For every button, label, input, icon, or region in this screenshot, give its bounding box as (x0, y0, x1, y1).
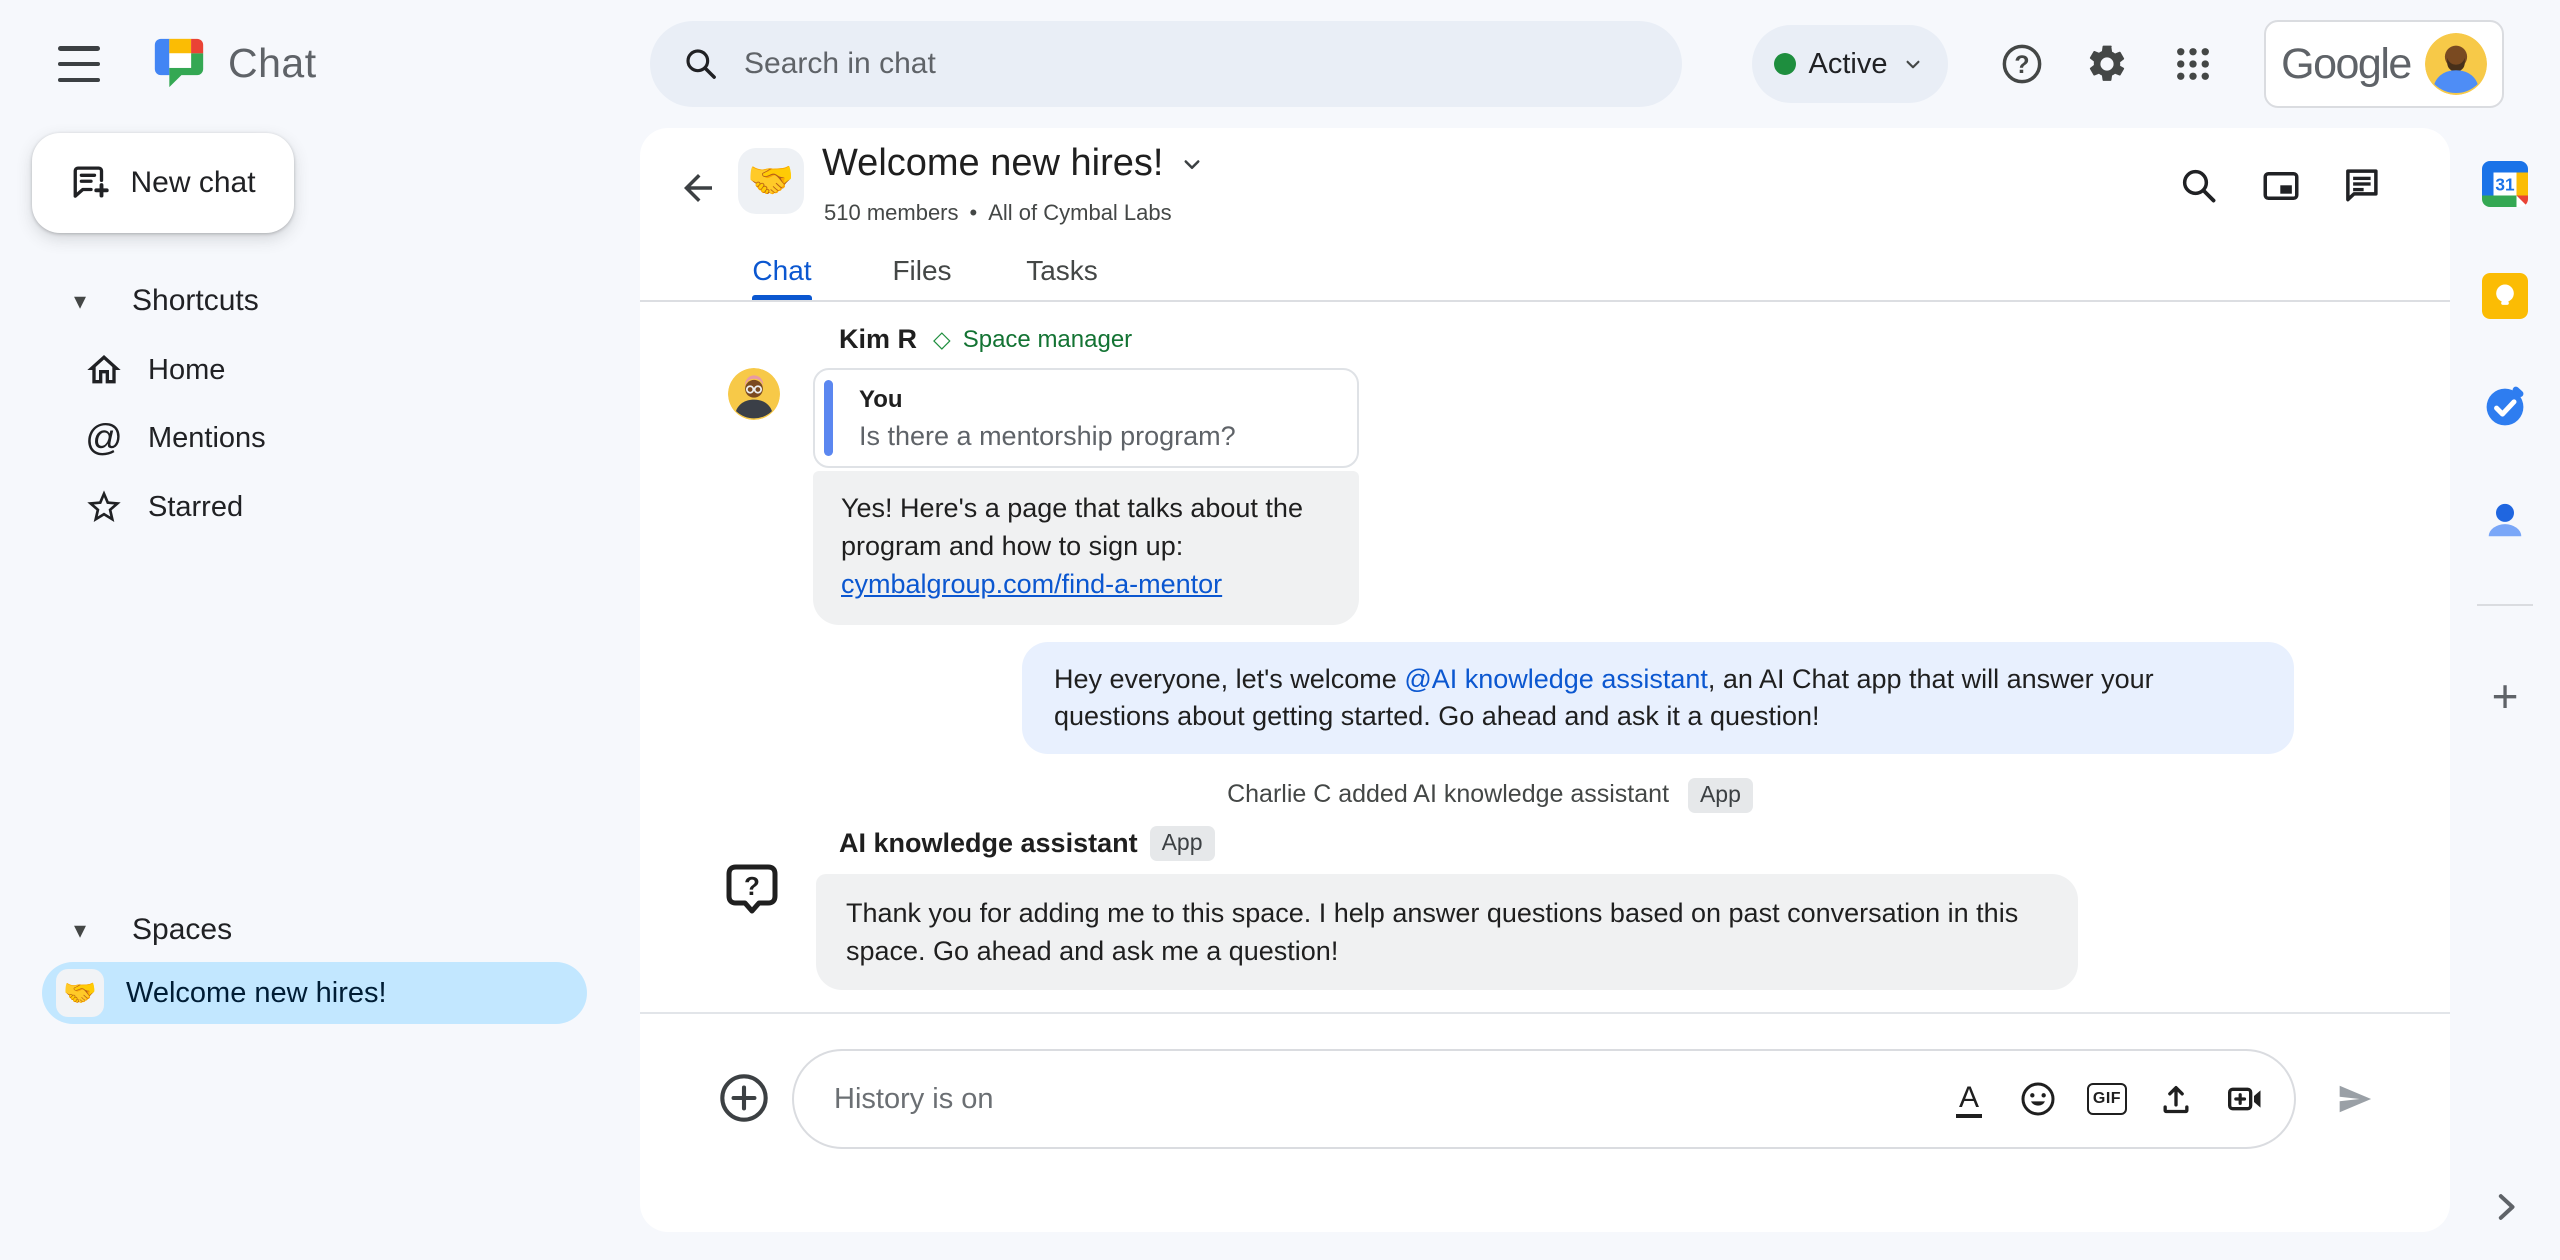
calendar-app-icon[interactable] (2482, 161, 2528, 207)
contacts-app-icon[interactable] (2482, 496, 2528, 542)
format-a-icon: A (1956, 1081, 1982, 1118)
app-title: Chat (228, 40, 317, 86)
app-badge: App (1150, 826, 1215, 861)
emoji-button[interactable] (2017, 1078, 2059, 1120)
tab-tasks[interactable]: Tasks (1026, 255, 1098, 286)
text-format-button[interactable] (1948, 1078, 1990, 1120)
chevron-down-icon (1900, 51, 1926, 77)
google-chat-logo-icon (150, 34, 208, 92)
back-button[interactable] (674, 164, 722, 212)
composer-toolbar (1948, 1078, 2266, 1120)
sender-name: AI knowledge assistant (839, 828, 1138, 858)
message-composer[interactable] (792, 1049, 2296, 1149)
at-mention-icon: @ (85, 417, 123, 458)
message-input[interactable] (834, 1083, 1948, 1116)
search-in-space-button[interactable] (2176, 163, 2222, 209)
spaces-section-header[interactable] (60, 905, 580, 955)
collapse-caret-icon[interactable]: ▾ (74, 916, 87, 944)
ai-assistant-mention[interactable]: @AI knowledge assistant (1404, 664, 1708, 694)
gif-icon: GIF (2087, 1083, 2127, 1115)
picture-in-picture-button[interactable] (2258, 163, 2304, 209)
new-chat-icon (70, 162, 112, 204)
space-avatar: 🤝 (738, 148, 804, 214)
message-bubble (816, 874, 2078, 990)
sidebar-item-label: Mentions (148, 421, 266, 454)
star-icon (84, 487, 124, 527)
active-status-dot (1774, 53, 1796, 75)
subtitle-separator: • (969, 200, 978, 225)
header-divider (640, 300, 2450, 302)
composer-divider (640, 1012, 2450, 1014)
quote-text: Is there a mentorship program? (859, 421, 1236, 451)
message-sender-row (839, 826, 1215, 861)
search-icon (682, 45, 720, 83)
availability-status-button[interactable] (1752, 25, 1948, 103)
keep-app-icon[interactable] (2482, 273, 2528, 319)
gif-button[interactable] (2086, 1078, 2128, 1120)
question-glyph: ? (2014, 50, 2030, 79)
tasks-app-icon[interactable] (2482, 384, 2528, 430)
mentor-link[interactable]: cymbalgroup.com/find-a-mentor (841, 569, 1223, 599)
settings-gear-button[interactable] (2083, 40, 2131, 88)
sidebar-item-mentions[interactable] (0, 407, 600, 469)
new-chat-button[interactable] (32, 133, 294, 233)
sidebar-item-home[interactable] (0, 339, 600, 401)
avatar-kim[interactable] (728, 368, 780, 420)
message-kim (813, 368, 1359, 625)
status-label: Active (1808, 47, 1888, 80)
space-subtitle (824, 200, 1172, 226)
avatar-ai-assistant[interactable] (724, 862, 780, 918)
role-badge: Space manager (962, 325, 1133, 353)
user-avatar[interactable] (2425, 33, 2487, 95)
home-icon (84, 350, 124, 390)
tab-files[interactable]: Files (892, 255, 952, 286)
video-meeting-button[interactable] (2224, 1078, 2266, 1120)
threads-button[interactable] (2338, 163, 2384, 209)
new-chat-label: New chat (130, 166, 256, 199)
global-search-bar[interactable] (650, 21, 1682, 107)
spaces-section-label: Spaces (132, 913, 233, 946)
main-menu-button[interactable] (58, 46, 100, 82)
sidebar-item-starred[interactable] (0, 476, 600, 538)
shortcuts-section-header[interactable] (60, 276, 580, 326)
space-title: Welcome new hires! (822, 142, 1164, 184)
search-placeholder: Search in chat (744, 47, 936, 80)
account-switcher[interactable] (2264, 20, 2504, 108)
chevron-down-icon (1177, 149, 1207, 179)
sender-name: Kim R (839, 324, 918, 354)
message-text: , an AI Chat app that will answer your questions about getting started. Go ahead and ask it a question! (1054, 664, 2154, 731)
space-tabs (732, 244, 1152, 298)
sidebar-item-label: Starred (148, 490, 244, 523)
attach-plus-button[interactable] (718, 1072, 770, 1124)
quoted-message-card[interactable] (813, 368, 1359, 468)
shortcuts-section-label: Shortcuts (132, 284, 259, 317)
sidebar-space-welcome-new-hires[interactable] (42, 962, 587, 1024)
message-bubble (813, 471, 1359, 625)
member-count: 510 members (824, 200, 959, 225)
system-event-row (640, 778, 2340, 813)
message-text: Yes! Here's a page that talks about the program and how to sign up: (841, 493, 1303, 561)
system-event-text: Charlie C added AI knowledge assistant (1227, 780, 1670, 808)
quote-author: You (859, 386, 903, 413)
space-item-label: Welcome new hires! (126, 976, 387, 1009)
get-add-ons-button[interactable] (2482, 670, 2528, 722)
help-button[interactable] (1998, 40, 2046, 88)
space-manager-diamond-icon: ◇ (933, 326, 951, 352)
send-button[interactable] (2332, 1076, 2378, 1122)
upload-file-button[interactable] (2155, 1078, 2197, 1120)
question-glyph: ? (744, 871, 760, 901)
space-title-menu[interactable] (822, 142, 1207, 185)
message-announcement-bubble (1022, 642, 2294, 754)
message-text: Thank you for adding me to this space. I help answer questions based on past conversation in this space. Go ahead and ask me a question! (846, 898, 2019, 966)
side-panel-rail (2450, 128, 2560, 1260)
google-apps-grid-button[interactable] (2169, 40, 2217, 88)
space-emoji-avatar: 🤝 (56, 969, 104, 1017)
conversation-panel (640, 128, 2450, 1232)
tab-chat[interactable]: Chat (752, 255, 812, 286)
sidebar-item-label: Home (148, 353, 226, 386)
space-audience: All of Cymbal Labs (988, 200, 1172, 225)
calendar-day-glyph: 31 (2495, 174, 2515, 195)
collapse-caret-icon[interactable]: ▾ (74, 287, 87, 315)
google-wordmark: Google (2281, 39, 2411, 88)
message-text: Hey everyone, let's welcome (1054, 664, 1405, 694)
rail-divider (2477, 604, 2533, 606)
message-sender-row (839, 324, 1132, 355)
collapse-panel-chevron[interactable] (2482, 1184, 2528, 1230)
quote-accent-bar (824, 380, 833, 456)
plus-icon: + (2491, 670, 2519, 722)
app-badge: App (1688, 778, 1753, 813)
